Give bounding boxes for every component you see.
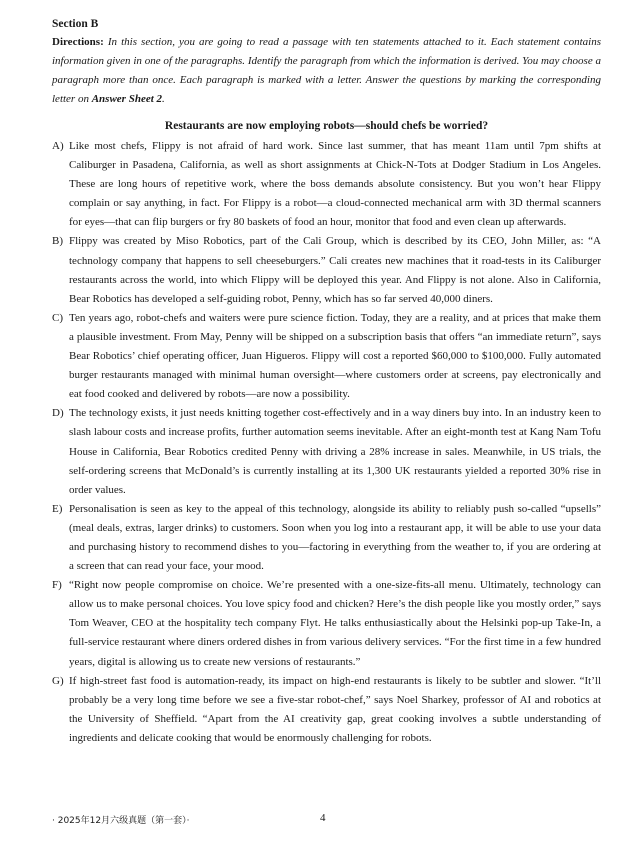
exam-label: · 2025年12月六级真题（第一套）· — [52, 816, 190, 826]
paragraph-f — [52, 576, 601, 671]
paragraph-text: Flippy was created by Miso Robotics, part of the Cali Group, which is described by its CEO, John Miller, as: “A technology company that happens to sell cheeseburgers.” Cali creates new machines that it road-tests in its Caliburger restaurants across the world, into which Flippy will be deployed this year. And Flippy is not alone. Also in California, Bear Robotics has developed a self-guiding robot, Penny, which has so far served 40,000 diners. — [69, 235, 601, 305]
paragraph-letter: B) — [52, 235, 63, 248]
paragraph-a — [52, 137, 601, 232]
directions-label: Directions: — [52, 36, 104, 48]
paragraph-c — [52, 309, 601, 404]
page-footer — [52, 812, 601, 828]
paragraph-text: If high-street fast food is automation-ready, its impact on high-end restaurants is likely to be subtler and slower. “It’ll probably be a very long time before we see a five-star robot-chef,” says Noel Sharkey, professor of AI and robotics at the University of Sheffield. “Apart from the AI creativity gap, great cooking involves a subtle understanding of ingredients and delicate cooking that would be enormously challenging for robots. — [69, 674, 601, 744]
section-title: Section B — [52, 18, 99, 30]
paragraph-letter: G) — [52, 674, 64, 687]
answer-sheet-ref: Answer Sheet 2 — [91, 93, 163, 105]
paragraph-e — [52, 500, 601, 576]
paragraph-text: Like most chefs, Flippy is not afraid of hard work. Since last summer, that has meant 11am until 7pm shifts at Caliburger in Pasadena, California, as well as short assignments at Chick-N-Tots at Dodger Stadium in Los Angeles. These are long hours of repetitive work, where the boss demands absolute consistency. But you won’t hear Flippy complain or say anything, in fact. For Flippy is a robot—a cloud-connected mechanical arm with 3D thermal scanners for eyes—that can flip burgers or fry 80 baskets of food an hour, monitor that food and even clean up afterwards. — [69, 140, 601, 229]
paragraph-text: The technology exists, it just needs knitting together cost-effectively and in a way diners buy into. In an industry keen to slash labour costs and increase profits, further automation seems inevitable. After an eight-month test at Kang Nam Tofu House in California, Bear Robotics credited Penny with driving a 28% increase in sales. Meanwhile, in US trials, the self-ordering screens that McDonald’s is currently installing at its 1,300 UK restaurants yielded a reported 30% rise in order values. — [69, 407, 601, 496]
exam-page — [52, 16, 601, 748]
directions: Directions: In this section, you are going to read a passage with ten statements attached to it. Each statement contains information given in one of the paragraphs. Identify the paragraph from which the information is derived. You may choose a paragraph more than once. Each paragraph is marked with a letter. Answer the questions by marking the corresponding letter on Answer Sheet 2. — [52, 36, 601, 105]
paragraph-text: “Right now people compromise on choice. We’re presented with a one-size-fits-all menu. Ultimately, technology can allow us to make personal choices. You love spicy food and chicken? Here’s the dish people like you mostly order,” says Tom Weaver, CEO at the hospitality tech company Flyt. He talks enthusiastically about the Helsinki pop-up Take-In, a full-service restaurant where diners ordered dishes in from various delivery services. “For the first time in a few hundred years, digital is allowing us to create new versions of restaurants.” — [69, 579, 601, 668]
paragraph-text: Personalisation is seen as key to the appeal of this technology, alongside its ability to reliably push so-called “upsells” (meal deals, extras, larger drinks) to customers. Soon when you log into a restaurant app, it will be able to use your data and purchasing history to recommend dishes to you—factoring in everything from the weather to, if you are ordering at a screen that can read your face, your mood. — [69, 502, 601, 573]
paragraph-g — [52, 672, 601, 748]
page-number: 4 — [320, 812, 326, 824]
paragraph-letter: F) — [52, 579, 62, 592]
paragraph-letter: E) — [52, 502, 63, 515]
paragraph-letter: D) — [52, 407, 64, 420]
paragraph-letter: C) — [52, 311, 63, 324]
paragraph-d — [52, 404, 601, 499]
directions-text: In this section, you are going to read a passage with ten statements attached to it. Each statement contains information given in one of the paragraphs. Identify the paragraph from which the information is derived. You may choose a paragraph more than once. Each paragraph is marked with a letter. Answer the questions by marking the corresponding letter on — [52, 36, 601, 105]
paragraph-letter: A) — [52, 140, 64, 152]
paragraph-text: Ten years ago, robot-chefs and waiters were pure science fiction. Today, they are a reality, and at prices that make them a plausible investment. From May, Penny will be shipped on a subscription basis that offers “an immediate return”, says Bear Robotics’ chief operating officer, Juan Higueros. Flippy will cost a reported $60,000 to $100,000. Fully automated burger restaurants managed with minimal human oversight—where customers order at screens, pay electronically and eat food cooked and delivered by robots—are now a possibility. — [69, 311, 601, 401]
article-title: Restaurants are now employing robots—should chefs be worried? — [164, 120, 489, 132]
paragraph-b — [52, 232, 601, 308]
